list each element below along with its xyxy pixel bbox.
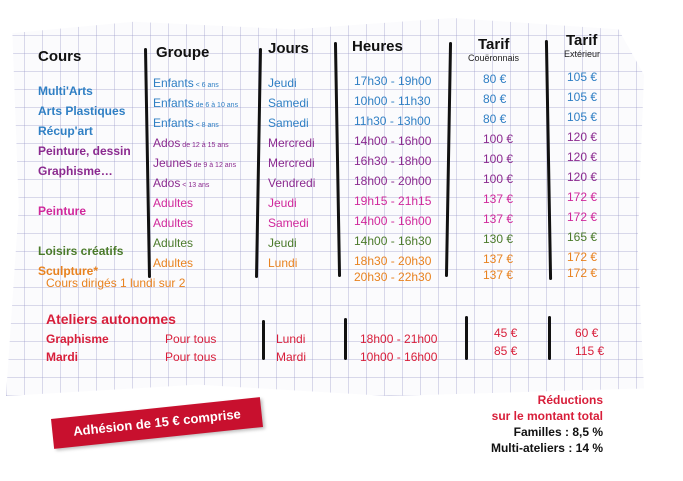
- column-rule: [262, 320, 265, 360]
- reductions-title: Réductions: [537, 393, 603, 407]
- cell-heures: [354, 234, 431, 248]
- atelier-heures: 10h00 - 16h00: [360, 350, 438, 364]
- header-jours: Jours: [268, 40, 309, 57]
- cell-cours: [38, 124, 93, 138]
- reductions-multi: Multi-ateliers : 14 %: [490, 441, 603, 455]
- atelier-tarif-ext: 60 €: [575, 326, 599, 340]
- cell-heures: [354, 194, 431, 208]
- cell-tarif-couer: [483, 252, 513, 266]
- cell-jours-text: Jeudi: [268, 196, 297, 210]
- cell-tarif-couer-text: 80 €: [483, 92, 507, 106]
- cell-jours: [268, 156, 315, 170]
- cell-jours-text: Jeudi: [268, 76, 297, 90]
- atelier-heures: 18h00 - 21h00: [360, 332, 438, 346]
- atelier-tarif-couer: 45 €: [494, 326, 518, 340]
- ateliers-title: Ateliers autonomes: [46, 311, 176, 327]
- cell-tarif-couer-text: 100 €: [483, 172, 514, 186]
- adhesion-badge: Adhésion de 15 € comprise: [51, 397, 263, 449]
- cell-groupe-age: < 6 ans: [193, 82, 219, 89]
- reductions-familles: Familles : 8,5 %: [513, 425, 603, 439]
- cell-cours: [38, 244, 123, 258]
- cell-groupe: [153, 96, 238, 110]
- header-groupe: Groupe: [156, 44, 210, 61]
- cell-jours-text: Samedi: [268, 216, 309, 230]
- cell-cours-text: Multi'Arts: [38, 84, 93, 98]
- cell-tarif-ext-text: 120 €: [567, 170, 598, 184]
- cell-cours-text: Sculpture*: [38, 264, 99, 278]
- cell-groupe-text: Ados: [153, 176, 181, 190]
- cell-cours: [38, 204, 86, 218]
- cell-groupe-text: Enfants: [153, 96, 194, 110]
- cell-tarif-couer: [483, 152, 513, 166]
- cell-tarif-ext: [567, 250, 597, 264]
- reductions-box: [491, 392, 603, 456]
- cell-tarif-ext-text: 120 €: [567, 130, 598, 144]
- cell-tarif-ext: [567, 150, 597, 164]
- cell-heures: [354, 114, 431, 128]
- cell-heures-text: 19h15 - 21h15: [354, 194, 432, 208]
- cell-tarif-couer-text: 137 €: [483, 212, 514, 226]
- column-rule: [548, 316, 551, 360]
- atelier-tarif-ext: 115 €: [575, 344, 605, 358]
- atelier-cours: Graphisme: [46, 332, 109, 346]
- cell-heures-text: 16h30 - 18h00: [354, 154, 432, 168]
- cell-tarif-ext-text: 105 €: [567, 90, 598, 104]
- cell-jours-text: Mercredi: [268, 136, 315, 150]
- cell-tarif-ext-text: 120 €: [567, 150, 598, 164]
- cell-tarif-couer-text: 80 €: [483, 72, 507, 86]
- cell-cours-text: Arts Plastiques: [38, 104, 126, 118]
- cell-jours-text: Jeudi: [268, 236, 297, 250]
- cell-heures-text: 17h30 - 19h00: [354, 74, 432, 88]
- cell-cours-text: Peinture, dessin: [38, 144, 131, 158]
- atelier-groupe: Pour tous: [165, 350, 217, 364]
- header-tarif-ext: Tarif: [566, 32, 598, 49]
- atelier-groupe: Pour tous: [165, 332, 217, 346]
- cell-heures-text: 18h00 - 20h00: [354, 174, 432, 188]
- cell-heures: [354, 154, 431, 168]
- cell-jours: [268, 136, 315, 150]
- cell-groupe-text: Adultes: [153, 256, 194, 270]
- cell-groupe-text: Enfants: [153, 116, 194, 130]
- cell-heures-text: 18h30 - 20h30: [354, 254, 432, 268]
- cell-tarif-ext: [567, 210, 597, 224]
- cell-tarif-couer: [483, 132, 513, 146]
- cell-cours-text: Loisirs créatifs: [38, 244, 124, 258]
- atelier-jours: Mardi: [276, 350, 307, 364]
- cell-tarif-couer-text: 137 €: [483, 268, 514, 282]
- cell-groupe-age: de 6 à 10 ans: [193, 102, 239, 109]
- cell-groupe: [153, 116, 219, 130]
- cell-tarif-ext: [567, 70, 597, 84]
- cell-groupe-text: Adultes: [153, 196, 194, 210]
- cell-tarif-ext-text: 165 €: [567, 230, 598, 244]
- cell-tarif-couer-text: 100 €: [483, 132, 514, 146]
- cell-tarif-couer: [483, 268, 513, 282]
- note-cours-diriges: Cours dirigés 1 lundi sur 2: [46, 276, 186, 290]
- cell-tarif-couer-text: 137 €: [483, 252, 514, 266]
- header-tarif-ext-sub: Extérieur: [564, 49, 601, 59]
- atelier-tarif-couer: 85 €: [494, 344, 518, 358]
- cell-cours-text: Peinture: [38, 204, 87, 218]
- cell-tarif-couer: [483, 72, 506, 86]
- cell-tarif-ext-text: 172 €: [567, 266, 598, 280]
- cell-groupe-text: Jeunes: [153, 156, 192, 170]
- cell-heures: [354, 94, 431, 108]
- cell-groupe: [153, 216, 193, 230]
- cell-tarif-ext-text: 172 €: [567, 250, 598, 264]
- cell-cours-text: Graphisme…: [38, 164, 113, 178]
- cell-tarif-couer: [483, 192, 513, 206]
- cell-tarif-couer-text: 100 €: [483, 152, 514, 166]
- cell-groupe-text: Adultes: [153, 216, 194, 230]
- cell-heures: [354, 74, 431, 88]
- cell-tarif-couer-text: 130 €: [483, 232, 514, 246]
- cell-tarif-couer: [483, 92, 506, 106]
- cell-tarif-ext: [567, 266, 597, 280]
- cell-cours: [38, 84, 93, 98]
- cell-groupe-age: < 13 ans: [180, 182, 210, 189]
- cell-groupe: [153, 156, 236, 170]
- cell-tarif-couer: [483, 172, 513, 186]
- column-rule: [344, 318, 347, 360]
- cell-jours: [268, 96, 309, 110]
- cell-jours-text: Samedi: [268, 96, 309, 110]
- cell-jours: [268, 116, 309, 130]
- header-heures: Heures: [352, 38, 403, 55]
- atelier-jours: Lundi: [276, 332, 306, 346]
- cell-tarif-ext: [567, 230, 597, 244]
- cell-heures: [354, 214, 431, 228]
- cell-tarif-ext-text: 172 €: [567, 210, 598, 224]
- cell-heures: [354, 254, 431, 268]
- cell-groupe-text: Adultes: [153, 236, 194, 250]
- cell-groupe: [153, 256, 193, 270]
- cell-groupe: [153, 176, 209, 190]
- cell-groupe-age: < 8 ans: [193, 122, 219, 129]
- cell-tarif-ext: [567, 130, 597, 144]
- cell-tarif-ext-text: 105 €: [567, 110, 598, 124]
- column-rule: [465, 316, 468, 360]
- cell-tarif-ext: [567, 190, 597, 204]
- cell-jours-text: Lundi: [268, 256, 298, 270]
- cell-groupe-text: Enfants: [153, 76, 194, 90]
- cell-jours: [268, 236, 297, 250]
- cell-heures-text: 11h30 - 13h00: [354, 114, 431, 128]
- cell-groupe-text: Ados: [153, 136, 181, 150]
- cell-jours: [268, 76, 297, 90]
- cell-tarif-ext: [567, 110, 597, 124]
- cell-groupe: [153, 236, 193, 250]
- cell-tarif-ext: [567, 90, 597, 104]
- cell-tarif-couer: [483, 212, 513, 226]
- cell-tarif-ext-text: 105 €: [567, 70, 598, 84]
- cell-jours: [268, 256, 297, 270]
- cell-jours: [268, 216, 309, 230]
- cell-jours-text: Vendredi: [268, 176, 316, 190]
- cell-heures: [354, 134, 431, 148]
- cell-heures-text: 14h00 - 16h00: [354, 214, 432, 228]
- cell-jours: [268, 176, 315, 190]
- cell-jours-text: Mercredi: [268, 156, 315, 170]
- cell-heures-text: 10h00 - 11h30: [354, 94, 431, 108]
- header-cours: Cours: [38, 48, 82, 65]
- cell-groupe-age: de 9 à 12 ans: [191, 162, 237, 169]
- cell-cours: [38, 164, 113, 178]
- cell-groupe: [153, 196, 193, 210]
- cell-cours: [38, 104, 125, 118]
- cell-heures-text: 14h00 - 16h30: [354, 234, 432, 248]
- cell-heures-text: 20h30 - 22h30: [354, 270, 432, 284]
- cell-tarif-ext-text: 172 €: [567, 190, 598, 204]
- cell-tarif-couer: [483, 112, 506, 126]
- cell-groupe: [153, 76, 219, 90]
- atelier-cours: Mardi: [46, 350, 79, 364]
- header-tarif-couer: Tarif: [478, 36, 510, 53]
- cell-heures-text: 14h00 - 16h00: [354, 134, 432, 148]
- header-tarif-couer-sub: Couëronnais: [468, 53, 520, 63]
- cell-groupe: [153, 136, 229, 150]
- reductions-subtitle: sur le montant total: [491, 409, 603, 423]
- cell-cours: [38, 144, 131, 158]
- cell-tarif-couer: [483, 232, 513, 246]
- cell-jours: [268, 196, 297, 210]
- cell-tarif-couer-text: 80 €: [483, 112, 507, 126]
- cell-tarif-ext: [567, 170, 597, 184]
- cell-groupe-age: de 12 à 15 ans: [180, 142, 229, 149]
- cell-jours-text: Samedi: [268, 116, 309, 130]
- cell-tarif-couer-text: 137 €: [483, 192, 514, 206]
- cell-cours-text: Récup'art: [38, 124, 93, 138]
- cell-heures: [354, 270, 431, 284]
- cell-heures: [354, 174, 431, 188]
